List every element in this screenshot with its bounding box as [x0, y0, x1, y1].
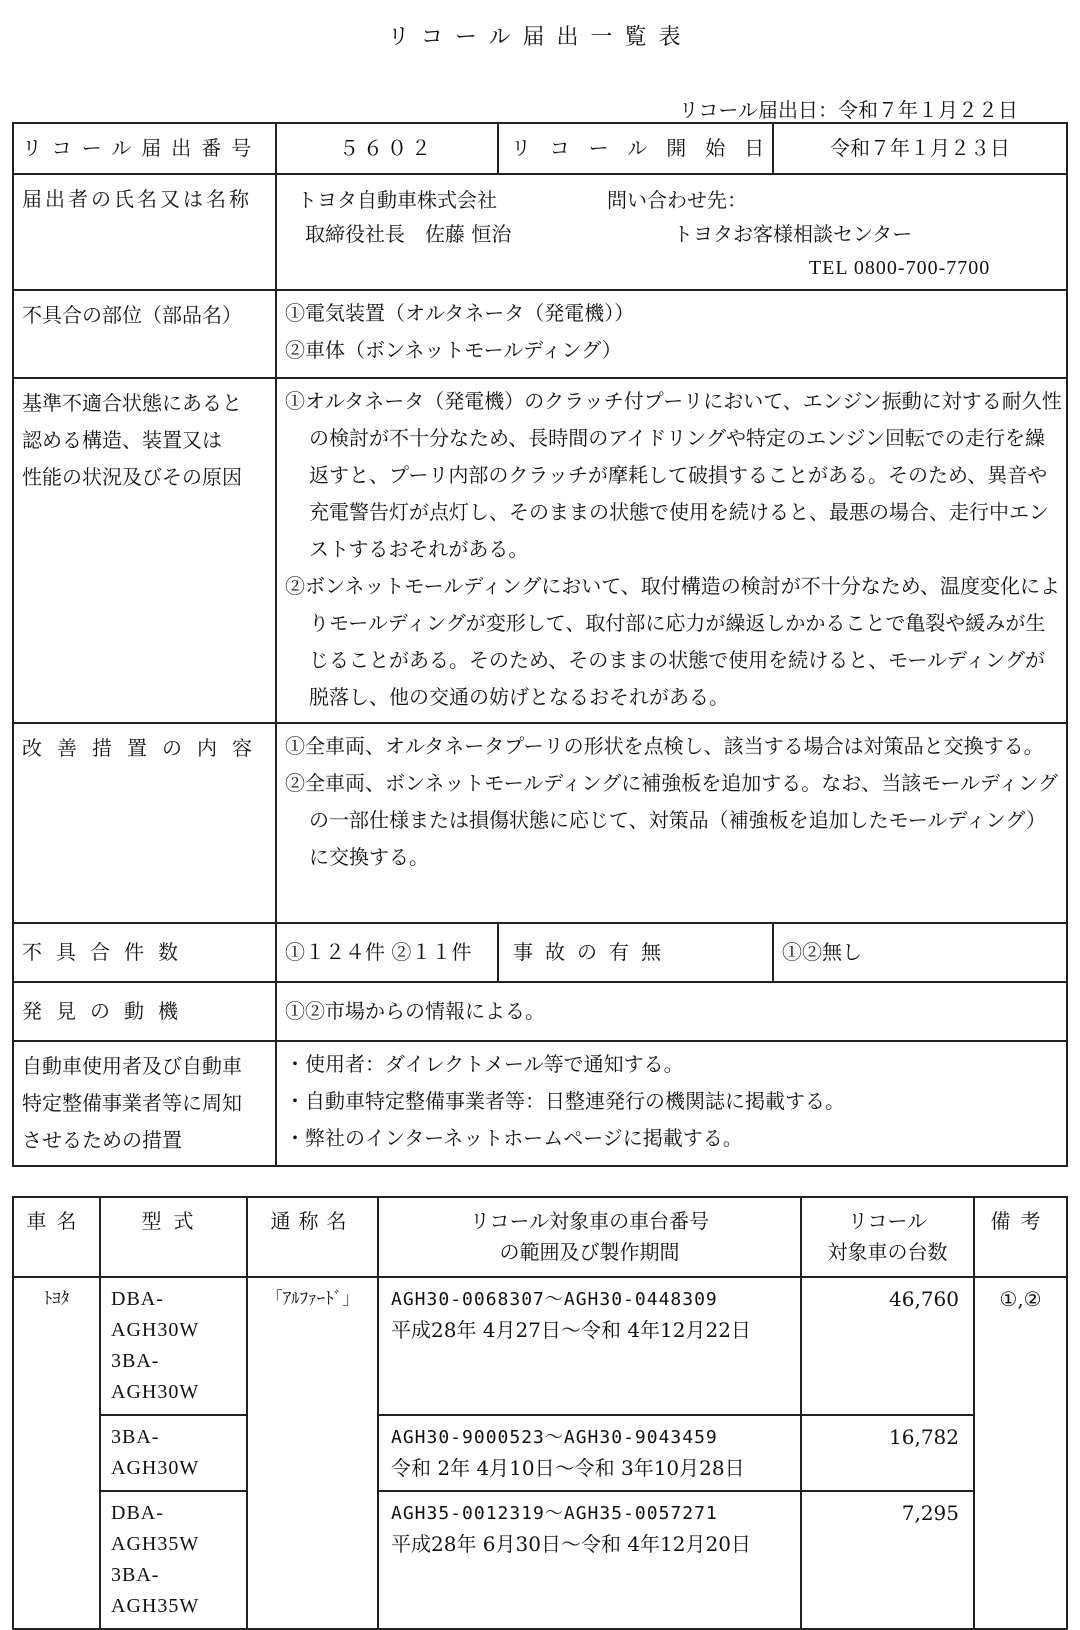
cause-item: ①オルタネータ（発電機）のクラッチ付プーリにおいて、エンジン振動に対する耐久性の検討が不十分なため、長時間のアイドリングや特定のエンジン回転での走行を繰返すと、プーリ内部のクラッチが摩耗して破損することがある。そのため、異音や充電警告灯が点灯し、そのままの状態で使用を続けると、最悪の場合、走行中エンストするおそれがある。	[285, 389, 1062, 561]
remedy-row	[13, 723, 1067, 923]
document-title: リコール届出一覧表	[387, 25, 693, 50]
notice-label-line: 特定整備事業者等に周知	[22, 1091, 242, 1115]
notice-cell	[276, 1041, 1067, 1166]
model-cell	[100, 1415, 247, 1491]
parts-label: 不具合の部位（部品名）	[13, 290, 276, 378]
vehicle-row	[13, 1491, 1067, 1629]
remedy-item: ①全車両、オルタネータプーリの形状を点検し、該当する場合は対策品と交換する。	[285, 734, 1044, 758]
notice-label-line: させるための措置	[22, 1128, 182, 1152]
motive-value: ①②市場からの情報による。	[276, 982, 1067, 1041]
recall-number-label: リコール届出番号	[13, 123, 276, 174]
count-cell: 7,295	[801, 1491, 974, 1629]
model-cell	[100, 1277, 247, 1415]
header-count-line: リコール	[847, 1209, 928, 1233]
vehicle-row	[13, 1415, 1067, 1491]
model-code: 3BA-AGH35W	[111, 1564, 200, 1617]
motive-label: 発見の動機	[13, 982, 276, 1041]
parts-item: ①電気装置（オルタネータ（発電機））	[285, 301, 635, 325]
vin-range: AGH30-9000523～AGH30-9043459	[391, 1427, 718, 1448]
model-code: 3BA-AGH30W	[111, 1350, 200, 1403]
notice-item: ・弊社のインターネットホームページに掲載する。	[285, 1126, 743, 1150]
vehicle-header-row	[13, 1197, 1067, 1277]
defects-value: ①１２４件 ②１１件	[276, 923, 498, 982]
recall-number-value: ５６０２	[276, 123, 498, 174]
range-cell	[378, 1415, 801, 1491]
count-cell: 46,760	[801, 1277, 974, 1415]
vehicle-row	[13, 1277, 1067, 1415]
president-name: 取締役社長 佐藤 恒治	[305, 222, 512, 246]
cause-row	[13, 378, 1067, 723]
range-cell	[378, 1277, 801, 1415]
remedy-item: ②全車両、ボンネットモールディングに補強板を追加する。なお、当該モールディングの一部仕様または損傷状態に応じて、対策品（補強板を追加したモールディング）に交換する。	[285, 771, 1058, 869]
production-period: 令和 2年 4月10日～令和 3年10月28日	[391, 1456, 745, 1480]
notice-label	[13, 1041, 276, 1166]
cause-cell	[276, 378, 1067, 723]
parts-cell	[276, 290, 1067, 378]
production-period: 平成28年 4月27日～令和 4年12月22日	[391, 1318, 751, 1342]
remedy-cell	[276, 723, 1067, 923]
header-range	[378, 1197, 801, 1277]
submitter-label: 届出者の氏名又は名称	[13, 174, 276, 290]
model-code: DBA-AGH35W	[111, 1502, 200, 1555]
accident-value: ①②無し	[773, 923, 1067, 982]
recall-number-row	[13, 123, 1067, 174]
vin-range: AGH30-0068307～AGH30-0448309	[391, 1289, 718, 1310]
parts-item: ②車体（ボンネットモールディング）	[285, 338, 622, 362]
maker-cell: ﾄﾖﾀ	[13, 1277, 100, 1629]
remarks-cell: ①,②	[974, 1277, 1067, 1629]
cause-label	[13, 378, 276, 723]
header-remarks: 備考	[974, 1197, 1067, 1277]
cause-label-line: 性能の状況及びその原因	[22, 465, 242, 489]
header-range-line: の範囲及び製作期間	[499, 1240, 680, 1264]
common-name-cell: ｢ｱﾙﾌｧｰﾄﾞ｣	[247, 1277, 378, 1629]
contact-center: トヨタお客様相談センター	[673, 222, 913, 246]
remedy-label: 改善措置の内容	[13, 723, 276, 923]
company-name: トヨタ自動車株式会社	[297, 188, 497, 212]
model-code: 3BA-AGH30W	[111, 1426, 200, 1479]
defects-label: 不具合件数	[13, 923, 276, 982]
motive-row	[13, 982, 1067, 1041]
model-cell	[100, 1491, 247, 1629]
header-count-line: 対象車の台数	[827, 1240, 948, 1264]
header-common-name: 通称名	[247, 1197, 378, 1277]
model-code: DBA-AGH30W	[111, 1288, 200, 1341]
count-cell: 16,782	[801, 1415, 974, 1491]
header-maker: 車名	[13, 1197, 100, 1277]
cause-item: ②ボンネットモールディングにおいて、取付構造の検討が不十分なため、温度変化によりモールディングが変形して、取付部に応力が繰返しかかることで亀裂や緩みが生じることがある。そのため、そのままの状態で使用を続けると、モールディングが脱落し、他の交通の妨げとなるおそれがある。	[285, 574, 1060, 709]
recall-start-label: リコール開始日	[498, 123, 773, 174]
submission-date: リコール届出日：令和７年１月２２日	[678, 98, 1018, 122]
cause-label-line: 基準不適合状態にあると	[22, 391, 242, 415]
header-model: 型式	[100, 1197, 247, 1277]
vehicle-table	[12, 1196, 1068, 1630]
notice-row	[13, 1041, 1067, 1166]
parts-row	[13, 290, 1067, 378]
header-range-line: リコール対象車の車台番号	[469, 1209, 710, 1233]
contact-tel: TEL 0800-700-7700	[809, 257, 991, 279]
notice-label-line: 自動車使用者及び自動車	[22, 1054, 242, 1078]
notice-item: ・自動車特定整備事業者等：日整連発行の機関誌に掲載する。	[285, 1089, 845, 1113]
cause-label-line: 認める構造、装置又は	[22, 428, 222, 452]
accident-label: 事故の有無	[498, 923, 773, 982]
vin-range: AGH35-0012319～AGH35-0057271	[391, 1503, 718, 1524]
submitter-row	[13, 174, 1067, 290]
range-cell	[378, 1491, 801, 1629]
submitter-cell	[276, 174, 1067, 290]
recall-start-value: 令和７年１月２３日	[773, 123, 1067, 174]
header-count	[801, 1197, 974, 1277]
recall-info-table	[12, 122, 1068, 1167]
production-period: 平成28年 6月30日～令和 4年12月20日	[391, 1532, 751, 1556]
defects-row	[13, 923, 1067, 982]
contact-label: 問い合わせ先：	[607, 188, 747, 212]
notice-item: ・使用者：ダイレクトメール等で通知する。	[285, 1052, 684, 1076]
